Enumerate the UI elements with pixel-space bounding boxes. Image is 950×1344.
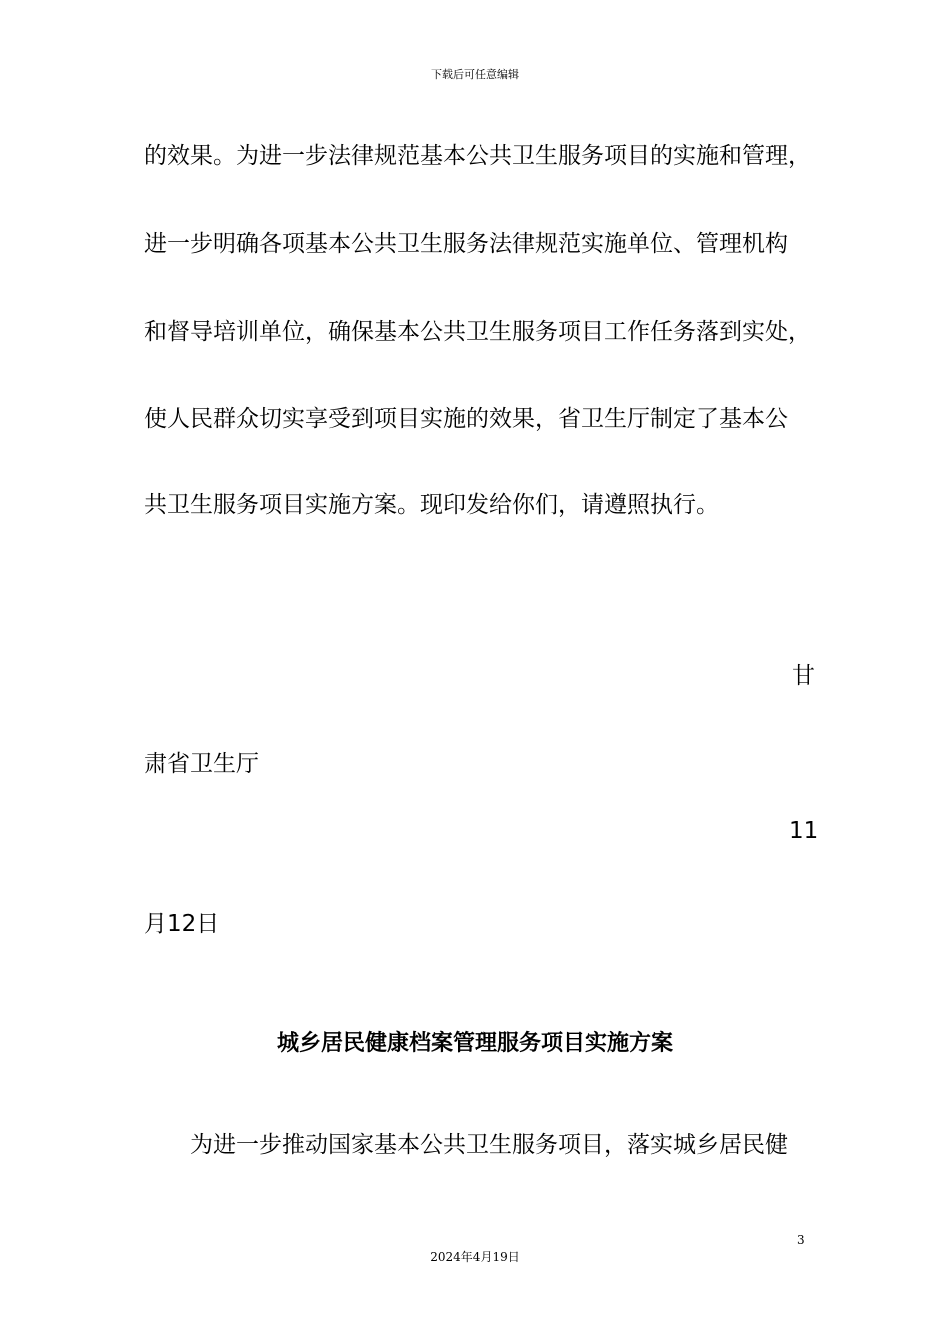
page-header: 下载后可任意编辑 [431, 68, 519, 81]
signature-org-rest: 肃省卫生厅 [144, 751, 259, 777]
signature-org-start: 甘 [792, 663, 815, 689]
signature-date-rest: 月12日 [144, 911, 220, 937]
section-title: 城乡居民健康档案管理服务项目实施方案 [276, 1031, 673, 1056]
body-line-5: 共卫生服务项目实施方案。现印发给你们，请遵照执行。 [144, 492, 719, 518]
body-line-2: 进一步明确各项基本公共卫生服务法律规范实施单位、管理机构 [144, 231, 788, 257]
section-first-line: 为进一步推动国家基本公共卫生服务项目，落实城乡居民健 [190, 1132, 788, 1158]
body-line-3: 和督导培训单位，确保基本公共卫生服务项目工作任务落到实处， [144, 319, 811, 345]
body-line-1: 的效果。为进一步法律规范基本公共卫生服务项目的实施和管理， [144, 143, 811, 169]
page-footer-date: 2024年4月19日 [430, 1250, 520, 1264]
signature-date-start: 11 [789, 818, 819, 844]
page-number: 3 [797, 1233, 805, 1247]
body-line-4: 使人民群众切实享受到项目实施的效果，省卫生厅制定了基本公 [144, 406, 788, 432]
